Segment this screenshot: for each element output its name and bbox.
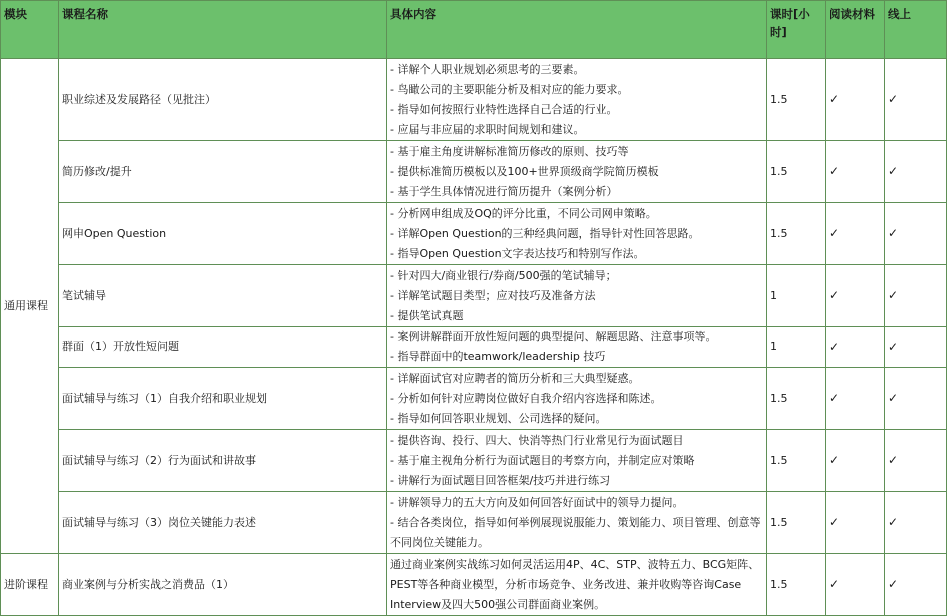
content-line: - 应届与非应届的求职时间规划和建议。 — [390, 122, 585, 136]
hours-cell[interactable]: 1 — [767, 265, 826, 327]
content-cell[interactable] — [387, 265, 767, 327]
check-icon: ✓ — [829, 453, 840, 467]
table-row — [1, 265, 947, 327]
check-icon: ✓ — [829, 164, 840, 178]
online-check-cell[interactable] — [885, 59, 947, 141]
table-row — [1, 327, 947, 368]
content-cell[interactable] — [387, 430, 767, 492]
online-check-cell[interactable] — [885, 430, 947, 492]
hours-cell[interactable]: 1.5 — [767, 368, 826, 430]
check-icon: ✓ — [888, 226, 899, 240]
check-icon: ✓ — [888, 515, 899, 529]
content-line: - 指导如何按照行业特性选择自己合适的行业。 — [390, 102, 618, 116]
content-line: - 指导群面中的teamwork/leadership 技巧 — [390, 350, 606, 363]
online-check-cell[interactable] — [885, 554, 947, 616]
header-module[interactable]: 模块 — [1, 1, 59, 59]
table-body — [1, 59, 947, 616]
check-icon: ✓ — [829, 577, 840, 591]
content-line: - 详解笔试题目类型；应对技巧及准备方法 — [390, 288, 596, 302]
content-cell[interactable] — [387, 59, 767, 141]
hours-cell[interactable]: 1.5 — [767, 203, 826, 265]
course-name-cell[interactable]: 网申Open Question — [59, 203, 387, 265]
reading-check-cell[interactable] — [826, 59, 885, 141]
content-line: - 分析网申组成及OQ的评分比重，不同公司网申策略。 — [390, 206, 657, 220]
header-content[interactable]: 具体内容 — [387, 1, 767, 59]
check-icon: ✓ — [829, 226, 840, 240]
check-icon: ✓ — [829, 515, 840, 529]
content-line: - 基于学生具体情况进行简历提升（案例分析） — [390, 184, 618, 198]
content-line: - 指导如何回答职业规划、公司选择的疑问。 — [390, 411, 607, 425]
content-paragraph: 通过商业案例实战练习如何灵活运用4P、4C、STP、波特五力、BCG矩阵、PEST等各种商业模型，分析市场竞争、业务改进、兼并收购等咨询Case Interview及四大500强公司群面商业案例。 — [390, 557, 760, 611]
online-check-cell[interactable] — [885, 141, 947, 203]
course-name-cell[interactable]: 简历修改/提升 — [59, 141, 387, 203]
header-reading[interactable]: 阅读材料 — [826, 1, 885, 59]
content-cell[interactable] — [387, 368, 767, 430]
reading-check-cell[interactable] — [826, 203, 885, 265]
hours-cell[interactable]: 1.5 — [767, 59, 826, 141]
reading-check-cell[interactable] — [826, 492, 885, 554]
reading-check-cell[interactable] — [826, 554, 885, 616]
reading-check-cell[interactable] — [826, 430, 885, 492]
content-line: - 指导Open Question文字表达技巧和特别写作法。 — [390, 246, 645, 260]
online-check-cell[interactable] — [885, 203, 947, 265]
check-icon: ✓ — [888, 391, 899, 405]
table-row — [1, 430, 947, 492]
online-check-cell[interactable] — [885, 492, 947, 554]
table-row — [1, 368, 947, 430]
online-check-cell[interactable] — [885, 368, 947, 430]
table-row — [1, 492, 947, 554]
check-icon: ✓ — [888, 288, 899, 302]
content-line: - 提供咨询、投行、四大、快消等热门行业常见行为面试题目 — [390, 433, 684, 447]
module-cell[interactable]: 通用课程 — [1, 59, 59, 554]
content-line: - 针对四大/商业银行/券商/500强的笔试辅导； — [390, 268, 617, 282]
check-icon: ✓ — [888, 164, 899, 178]
check-icon: ✓ — [829, 339, 840, 354]
check-icon: ✓ — [888, 453, 899, 467]
reading-check-cell[interactable] — [826, 327, 885, 368]
content-line: - 鸟瞰公司的主要职能分析及相对应的能力要求。 — [390, 82, 629, 96]
hours-cell[interactable]: 1.5 — [767, 492, 826, 554]
hours-cell[interactable]: 1.5 — [767, 554, 826, 616]
content-line: - 详解个人职业规划必须思考的三要素。 — [390, 62, 585, 76]
check-icon: ✓ — [829, 288, 840, 302]
content-cell[interactable] — [387, 492, 767, 554]
content-line: - 分析如何针对应聘岗位做好自我介绍内容选择和陈述。 — [390, 391, 662, 405]
header-row — [1, 1, 947, 59]
reading-check-cell[interactable] — [826, 265, 885, 327]
content-cell[interactable] — [387, 327, 767, 368]
hours-cell[interactable]: 1.5 — [767, 430, 826, 492]
content-cell[interactable] — [387, 141, 767, 203]
course-name-cell[interactable]: 面试辅导与练习（1）自我介绍和职业规划 — [59, 368, 387, 430]
check-icon: ✓ — [829, 391, 840, 405]
content-line: - 结合各类岗位，指导如何举例展现说服能力、策划能力、项目管理、创意等不同岗位关键能力。 — [390, 515, 761, 549]
check-icon: ✓ — [888, 92, 899, 106]
course-name-cell[interactable]: 面试辅导与练习（3）岗位关键能力表述 — [59, 492, 387, 554]
check-icon: ✓ — [888, 577, 899, 591]
content-line: - 讲解领导力的五大方向及如何回答好面试中的领导力提问。 — [390, 495, 684, 509]
course-name-cell[interactable]: 职业综述及发展路径（见批注） — [59, 59, 387, 141]
course-name-cell[interactable]: 笔试辅导 — [59, 265, 387, 327]
header-online[interactable]: 线上 — [885, 1, 947, 59]
table-row — [1, 59, 947, 141]
module-cell[interactable]: 进阶课程 — [1, 554, 59, 616]
hours-cell[interactable]: 1 — [767, 327, 826, 368]
header-course[interactable]: 课程名称 — [59, 1, 387, 59]
content-line: - 提供标准简历模板以及100+世界顶级商学院简历模板 — [390, 164, 659, 178]
content-line: - 提供笔试真题 — [390, 308, 464, 322]
table-row — [1, 203, 947, 265]
hours-cell[interactable]: 1.5 — [767, 141, 826, 203]
content-line: - 基于雇主角度讲解标准简历修改的原则、技巧等 — [390, 144, 629, 158]
table-row — [1, 141, 947, 203]
content-cell[interactable] — [387, 203, 767, 265]
table-row — [1, 554, 947, 616]
content-line: - 讲解行为面试题目回答框架/技巧并进行练习 — [390, 473, 611, 487]
content-line: - 基于雇主视角分析行为面试题目的考察方向，并制定应对策略 — [390, 453, 695, 467]
reading-check-cell[interactable] — [826, 368, 885, 430]
check-icon: ✓ — [888, 339, 899, 354]
content-cell[interactable] — [387, 554, 767, 616]
online-check-cell[interactable] — [885, 265, 947, 327]
online-check-cell[interactable] — [885, 327, 947, 368]
reading-check-cell[interactable] — [826, 141, 885, 203]
course-name-cell[interactable]: 群面（1）开放性短问题 — [59, 327, 387, 368]
header-hours[interactable]: 课时[小时] — [767, 1, 826, 59]
content-line: - 案例讲解群面开放性短问题的典型提问、解题思路、注意事项等。 — [390, 330, 717, 343]
course-name-cell[interactable]: 面试辅导与练习（2）行为面试和讲故事 — [59, 430, 387, 492]
course-name-cell[interactable]: 商业案例与分析实战之消费品（1） — [59, 554, 387, 616]
content-line: - 详解面试官对应聘者的简历分析和三大典型疑惑。 — [390, 371, 640, 385]
check-icon: ✓ — [829, 92, 840, 106]
content-line: - 详解Open Question的三种经典问题，指导针对性回答思路。 — [390, 226, 700, 240]
